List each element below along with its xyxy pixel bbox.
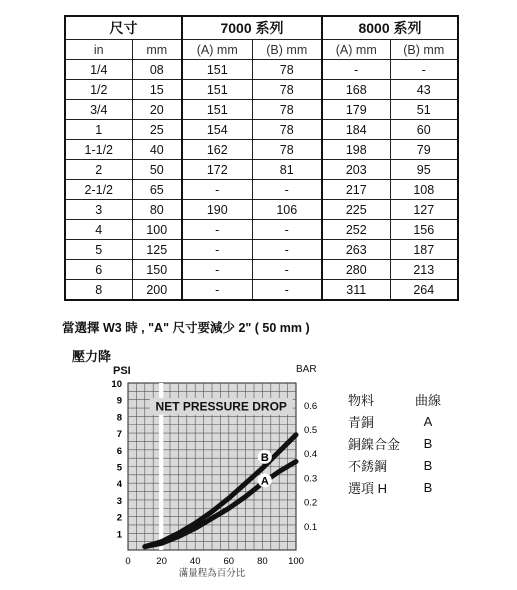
table-cell: 263 bbox=[322, 240, 390, 260]
legend-row bbox=[348, 454, 448, 476]
table-cell: 203 bbox=[322, 160, 390, 180]
table-cell: 1-1/2 bbox=[65, 140, 132, 160]
table-cell: 184 bbox=[322, 120, 390, 140]
table-cell: 1/4 bbox=[65, 60, 132, 80]
table-cell: 4 bbox=[65, 220, 132, 240]
table-cell: 60 bbox=[390, 120, 458, 140]
series-label-a: A bbox=[260, 475, 269, 488]
subheader-cell: (B) mm bbox=[390, 40, 458, 60]
y-tick-label: 8 bbox=[116, 412, 122, 424]
table-cell: 25 bbox=[132, 120, 182, 140]
table-cell: 78 bbox=[252, 100, 322, 120]
w3-note: 當選擇 W3 時 , "A" 尺寸要減少 2" ( 50 mm ) bbox=[62, 321, 310, 335]
table-cell: 198 bbox=[322, 140, 390, 160]
table-cell: 80 bbox=[132, 200, 182, 220]
legend-material: 青銅 bbox=[348, 414, 375, 430]
table-cell: 40 bbox=[132, 140, 182, 160]
table-cell: 51 bbox=[390, 100, 458, 120]
subheader-cell: (A) mm bbox=[322, 40, 390, 60]
table-cell: - bbox=[252, 220, 322, 240]
table-cell: - bbox=[390, 60, 458, 80]
legend-material: 選項 H bbox=[348, 480, 388, 496]
legend-row bbox=[348, 410, 448, 432]
table-cell: 79 bbox=[390, 140, 458, 160]
legend-row bbox=[348, 432, 448, 454]
table-cell: - bbox=[182, 280, 252, 301]
table-cell: 3/4 bbox=[65, 100, 132, 120]
legend-curve: A bbox=[423, 413, 433, 429]
table-cell: 154 bbox=[182, 120, 252, 140]
series-label-b: B bbox=[260, 451, 269, 464]
table-cell: 280 bbox=[322, 260, 390, 280]
psi-axis-label: PSI bbox=[113, 365, 131, 377]
table-cell: 1/2 bbox=[65, 80, 132, 100]
bar-axis-label: BAR bbox=[296, 364, 317, 375]
y-tick-label: 9 bbox=[116, 395, 122, 407]
table-cell: 172 bbox=[182, 160, 252, 180]
x-tick-label: 60 bbox=[223, 556, 235, 567]
table-cell: 225 bbox=[322, 200, 390, 220]
right-tick-label: 0.3 bbox=[304, 473, 318, 485]
table-cell: - bbox=[322, 60, 390, 80]
table-cell: 168 bbox=[322, 80, 390, 100]
subheader-cell: mm bbox=[132, 40, 182, 60]
right-tick-label: 0.1 bbox=[304, 521, 318, 533]
table-cell: 78 bbox=[252, 140, 322, 160]
table-cell: 20 bbox=[132, 100, 182, 120]
table-cell: 2 bbox=[65, 160, 132, 180]
y-tick-label: 2 bbox=[116, 512, 122, 524]
y-tick-label: 7 bbox=[116, 429, 122, 441]
table-cell: 65 bbox=[132, 180, 182, 200]
subheader-cell: in bbox=[65, 40, 132, 60]
pressure-drop-title: 壓力降 bbox=[72, 349, 112, 364]
header-7000-series: 7000 系列 bbox=[182, 16, 322, 40]
table-cell: 1 bbox=[65, 120, 132, 140]
y-tick-label: 6 bbox=[116, 445, 122, 457]
table-cell: 3 bbox=[65, 200, 132, 220]
legend-header-material: 物料 bbox=[348, 392, 375, 408]
table-cell: 95 bbox=[390, 160, 458, 180]
table-cell: 78 bbox=[252, 60, 322, 80]
y-tick-label: 1 bbox=[116, 529, 122, 541]
chart-title: NET PRESSURE DROP bbox=[155, 399, 287, 414]
header-8000-series: 8000 系列 bbox=[322, 16, 458, 40]
x-tick-label: 20 bbox=[156, 556, 167, 567]
table-cell: 125 bbox=[132, 240, 182, 260]
legend-curve: B bbox=[423, 435, 433, 451]
legend-header-curve: 曲線 bbox=[414, 392, 441, 408]
table-cell: 156 bbox=[390, 220, 458, 240]
x-tick-label: 100 bbox=[288, 556, 304, 567]
table-cell: 187 bbox=[390, 240, 458, 260]
table-cell: 162 bbox=[182, 140, 252, 160]
table-cell: 190 bbox=[182, 200, 252, 220]
table-cell: 78 bbox=[252, 80, 322, 100]
table-cell: 6 bbox=[65, 260, 132, 280]
table-cell: 264 bbox=[390, 280, 458, 301]
table-cell: - bbox=[252, 240, 322, 260]
table-cell: 100 bbox=[132, 220, 182, 240]
material-legend bbox=[348, 388, 448, 498]
table-cell: 252 bbox=[322, 220, 390, 240]
table-cell: 2-1/2 bbox=[65, 180, 132, 200]
table-cell: - bbox=[182, 260, 252, 280]
subheader-cell: (A) mm bbox=[182, 40, 252, 60]
table-cell: 151 bbox=[182, 60, 252, 80]
table-cell: - bbox=[182, 220, 252, 240]
legend-curve: B bbox=[423, 457, 433, 473]
table-cell: 150 bbox=[132, 260, 182, 280]
table-cell: 50 bbox=[132, 160, 182, 180]
x-tick-label: 40 bbox=[189, 556, 201, 567]
x-tick-label: 80 bbox=[257, 556, 268, 567]
table-cell: 15 bbox=[132, 80, 182, 100]
table-cell: 106 bbox=[252, 200, 322, 220]
table-cell: 200 bbox=[132, 280, 182, 301]
table-cell: 78 bbox=[252, 120, 322, 140]
table-cell: - bbox=[182, 240, 252, 260]
x-axis-label: 滿量程為百分比 bbox=[178, 568, 246, 579]
table-cell: 108 bbox=[390, 180, 458, 200]
subheader-cell: (B) mm bbox=[252, 40, 322, 60]
legend-row bbox=[348, 476, 448, 498]
table-cell: - bbox=[252, 260, 322, 280]
y-tick-label: 3 bbox=[116, 495, 122, 507]
y-tick-label: 4 bbox=[116, 479, 122, 491]
y-tick-label: 5 bbox=[116, 462, 122, 474]
legend-material: 不銹鋼 bbox=[348, 458, 388, 474]
table-cell: - bbox=[252, 280, 322, 301]
table-cell: 217 bbox=[322, 180, 390, 200]
right-tick-label: 0.6 bbox=[304, 400, 318, 412]
table-cell: 311 bbox=[322, 280, 390, 301]
table-cell: 213 bbox=[390, 260, 458, 280]
table-cell: 127 bbox=[390, 200, 458, 220]
table-cell: - bbox=[182, 180, 252, 200]
table-cell: 08 bbox=[132, 60, 182, 80]
header-size: 尺寸 bbox=[65, 16, 182, 40]
table-cell: 43 bbox=[390, 80, 458, 100]
legend-curve: B bbox=[423, 479, 433, 495]
y-tick-label: 10 bbox=[111, 379, 122, 390]
table-cell: - bbox=[252, 180, 322, 200]
table-cell: 5 bbox=[65, 240, 132, 260]
table-cell: 151 bbox=[182, 80, 252, 100]
table-cell: 151 bbox=[182, 100, 252, 120]
table-cell: 8 bbox=[65, 280, 132, 301]
right-tick-label: 0.4 bbox=[304, 449, 318, 461]
right-tick-label: 0.2 bbox=[304, 497, 318, 509]
right-tick-label: 0.5 bbox=[304, 424, 318, 436]
x-tick-label: 0 bbox=[125, 556, 131, 567]
legend-material: 銅鎳合金 bbox=[348, 436, 401, 452]
table-cell: 81 bbox=[252, 160, 322, 180]
table-cell: 179 bbox=[322, 100, 390, 120]
